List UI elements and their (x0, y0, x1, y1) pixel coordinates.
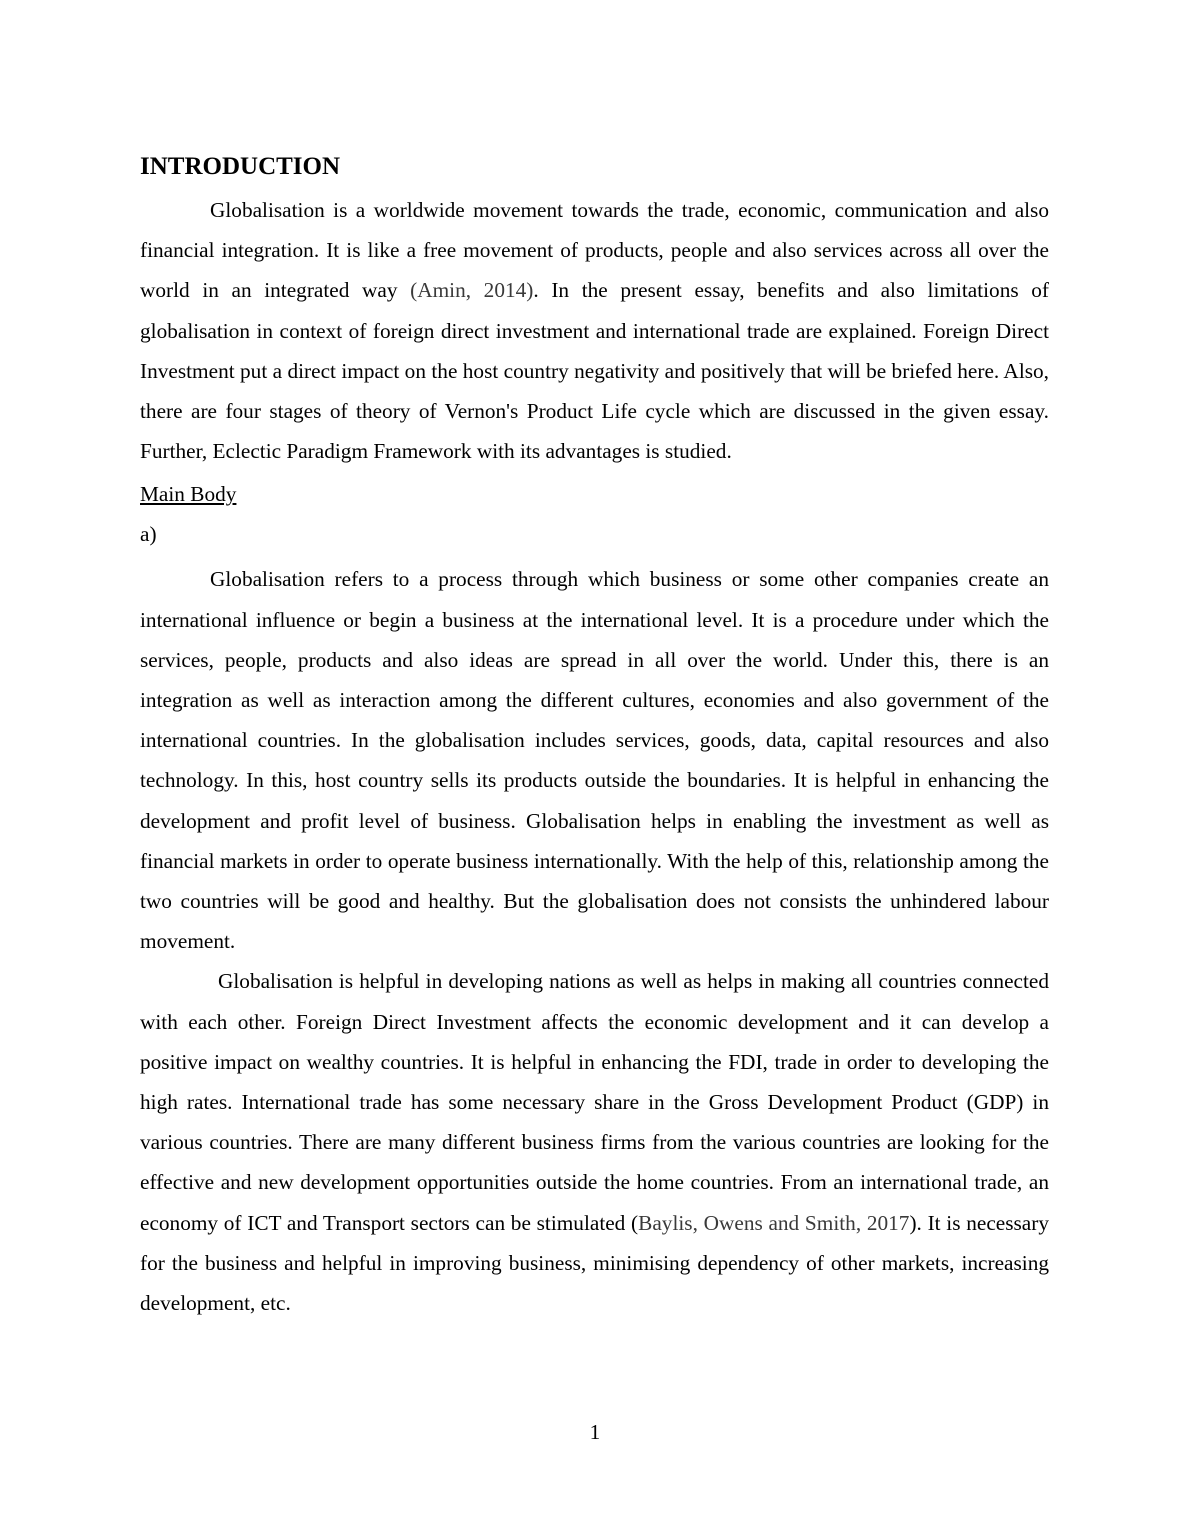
body-paragraph-2 (140, 961, 1049, 1323)
intro-text-2: . In the present essay, benefits and also limitations of globalisation in context of foreign direct investment and international trade are explained. Foreign Direct Investment put a direct impact on the host country negativity and positively that will be briefed here. Also, there are four stages of theory of Vernon's Product Life cycle which are discussed in the given essay. Further, Eclectic Paradigm Framework with its advantages is studied. (140, 278, 1049, 464)
body-paragraph-2-text-2: ). It is necessary for the business and helpful in improving business, minimising dependency of other markets, increasing development, etc. (140, 1210, 1049, 1316)
intro-citation: (Amin, 2014) (410, 278, 534, 303)
intro-text-1: Globalisation is a worldwide movement towards the trade, economic, communication and also financial integration. It is like a free movement of products, people and also services across all over the world in an integrated way (140, 198, 1049, 303)
page-content (140, 150, 1049, 1323)
body-paragraph-2-citation: Baylis, Owens and Smith, 2017 (638, 1210, 910, 1235)
page-number: 1 (589, 1420, 601, 1444)
section-heading: INTRODUCTION (140, 153, 341, 180)
body-paragraph-2-text-1: Globalisation is helpful in developing nations as well as helps in making all countries connected with each other. Foreign Direct Investment affects the economic development and it can develop a positive impact on wealthy countries. It is helpful in enhancing the FDI, trade in order to developing the high rates. International trade has some necessary share in the Gross Development Product (GDP) in various countries. There are many different business firms from the various countries are looking for the effective and new development opportunities outside the home countries. From an international trade, an economy of ICT and Transport sectors can be stimulated ( (140, 969, 1049, 1235)
section-label: a) (140, 522, 157, 547)
main-body-heading: Main Body (140, 482, 237, 507)
intro-paragraph (140, 190, 1049, 471)
body-paragraph-1: Globalisation refers to a process through which business or some other companies create an international influence or begin a business at the international level. It is a procedure under which the services, people, products and also ideas are spread in all over the world. Under this, there is an integration as well as interaction among the different cultures, economies and also government of the international countries. In the globalisation includes services, goods, data, capital resources and also technology. In this, host country sells its products outside the boundaries. It is helpful in enhancing the development and profit level of business. Globalisation helps in enabling the investment as well as financial markets in order to operate business internationally. With the help of this, relationship among the two countries will be good and healthy. But the globalisation does not consists the unhindered labour movement. (140, 567, 1049, 954)
